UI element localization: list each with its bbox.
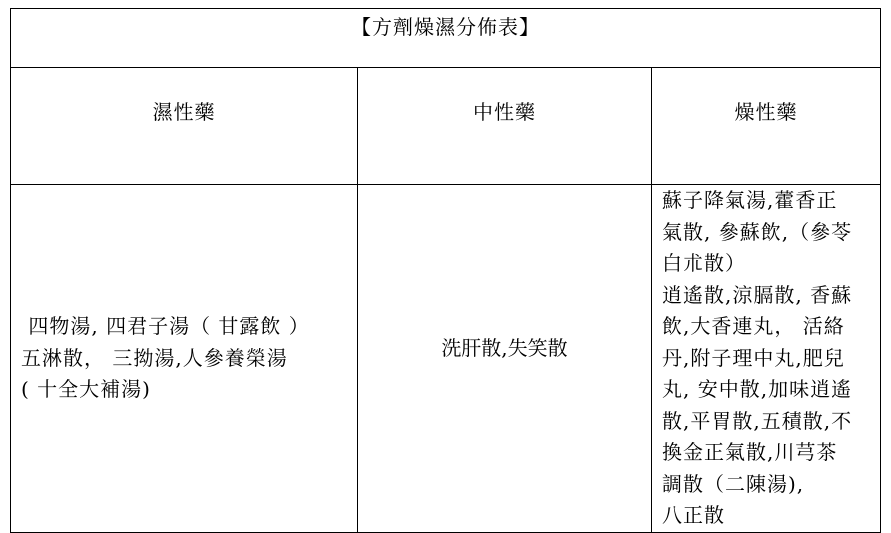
dry-formula-line: 丹,附子理中丸,肥兒 [662,345,845,370]
header-cell-dry [652,68,881,185]
header-neutral: 中性藥 [473,100,536,124]
dry-formula-line: 丸, 安中散,加味逍遙 [662,377,853,401]
dry-formula-line: 蘇子降氣湯,藿香正 [662,188,838,212]
content-row [11,185,881,533]
wet-formula-line: 五淋散， 三拗湯,人參養榮湯 [21,345,288,370]
dry-formula-line: 調散（二陳湯), [662,471,805,496]
formula-distribution-table [10,8,881,533]
wet-formulas [11,311,357,406]
header-wet: 濕性藥 [152,100,216,124]
dry-formula-line: 白朮散） [662,251,746,275]
header-row [11,68,881,185]
dry-formula-line: 逍遙散,涼膈散, 香蘇 [662,282,853,307]
wet-formula-line: ( 十全大補湯) [21,377,151,401]
dry-formula-line: 換金正氣散,川芎茶 [662,440,838,464]
dry-formulas [652,185,880,532]
dry-formula-line: 飲,大香連丸， 活絡 [662,314,845,338]
header-cell-wet [11,68,358,185]
dry-formulas-cell [652,185,881,533]
neutral-formulas-cell [358,185,652,533]
neutral-formulas: 洗肝散,失笑散 [441,336,568,361]
dry-formula-line: 氣散, 參蘇飲,（參苓 [662,219,853,244]
title-cell [11,9,881,68]
table-title: 【方劑燥濕分佈表】 [351,15,540,39]
dry-formula-line: 散,平胃散,五積散,不 [662,408,853,433]
header-dry: 燥性藥 [734,100,798,124]
dry-formula-line: 八正散 [662,503,725,527]
wet-formulas-cell [11,185,358,533]
wet-formula-line: 四物湯, 四君子湯（ 甘露飲 ） [21,314,310,338]
title-row [11,9,881,68]
header-cell-neutral [358,68,652,185]
